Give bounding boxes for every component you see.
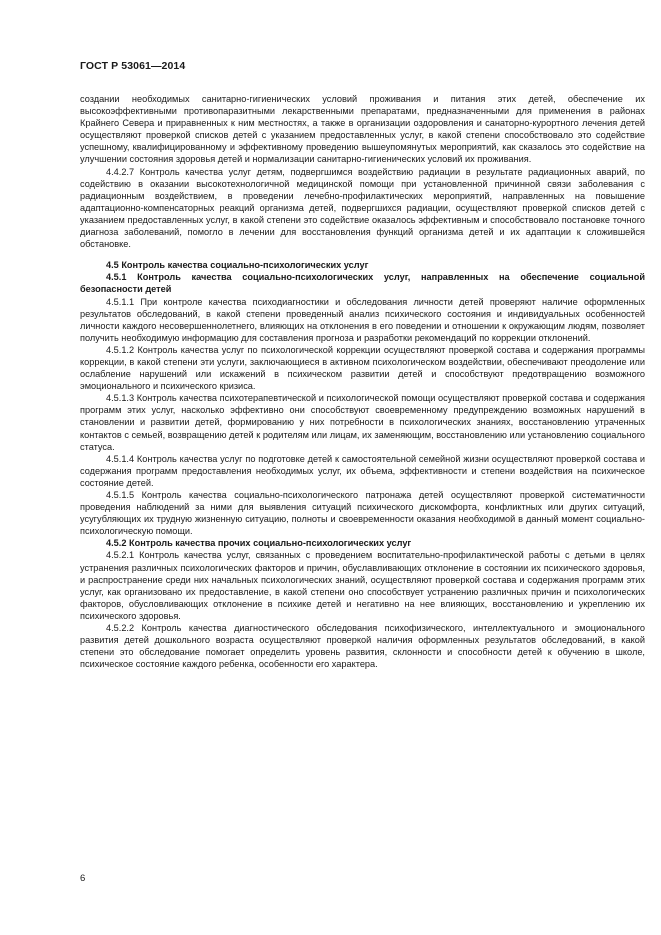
paragraph-4-5-1-5: 4.5.1.5 Контроль качества социально-психологического патронажа детей осуществляют проверкой систематичности проведения наблюдений за ними для выявления ситуаций психического дискомфорта, конфликтных или других ситуаций, усугубляющих их трудную жизненную ситуацию, полноты и своевременности оказания необходимой в данный момент социально-психологическую помощи. bbox=[80, 490, 645, 537]
page-number: 6 bbox=[80, 873, 86, 884]
section-heading-4-5: 4.5 Контроль качества социально-психологических услуг bbox=[106, 260, 369, 271]
paragraph-4-4-2-7: 4.4.2.7 Контроль качества услуг детям, подвергшимся воздействию радиации в результате радиационных аварий, по содействию в оказании высокотехнологичной медицинской помощи при установленной причинной связи заболевания с радиационным воздействием, в проведении лечебно-профилактических мероприятий, направленных на повышение адаптационно-компенсаторных реакций организма детей, подвергшихся радиации, осуществляют проверкой списков детей с указанием предоставленных услуг, в какой степени это содействие оказалось эффективным и способствовало постановке точного диагноза заболеваний, помогло в лечении для восстановления функций организма детей и их адаптации к сложившейся обстановке. bbox=[80, 166, 645, 250]
section-heading-4-5-1: 4.5.1 Контроль качества социально-психологических услуг, направленных на обеспечение социальной безопасности детей bbox=[80, 272, 645, 295]
paragraph-continuation: создании необходимых санитарно-гигиенических условий проживания и питания этих детей, обеспечение их высокоэффективными противопаразитными лекарственными препаратами, предназначенными для применения в районах Крайнего Севера и приравненных к ним местностях, а также в организации оздоровления и санаторно-курортного лечения детей осуществляют проверкой списков детей с указанием предоставленных услуг, в какой степени способствовало это содействие успешному, квалифицированному и эффективному проведению вышеупомянутых мероприятий, как сказалось это содействие на улучшении состояния здоровья детей и нормализации санитарно-гигиенических условий их проживания. bbox=[80, 94, 645, 165]
paragraph-4-5-1-3: 4.5.1.3 Контроль качества психотерапевтической и психологической помощи осуществляют проверкой состава и содержания программ этих услуг, насколько эффективно они способствуют своевременному предупреждению возможных нарушений в становлении и развитии детей, формированию у них потребности в психологических знаниях, восстановлению утраченных контактов с семьей, возвращению детей к родителям или лицам, их заменяющим, восстановлению или установлению социального статуса. bbox=[80, 393, 645, 452]
document-body bbox=[80, 93, 645, 670]
paragraph-4-5-2-1: 4.5.2.1 Контроль качества услуг, связанных с проведением воспитательно-профилактической работы с детьми в целях устранения различных психологических факторов и причин, обуславливающих отклонение в состоянии их психического здоровья, и распространение среди них начальных психологических знаний, осуществляют проверкой состава и содержания программ этих услуг, как организовано их предоставление, в какой степени оно способствует устранению различных причин и психологических факторов, обусловливающих отклонение в психике детей и негативно на нее влияющих, восстановлению и укреплению их психического здоровья. bbox=[80, 550, 645, 621]
section-heading-4-5-2: 4.5.2 Контроль качества прочих социально-психологических услуг bbox=[106, 538, 412, 549]
paragraph-4-5-1-2: 4.5.1.2 Контроль качества услуг по психологической коррекции осуществляют проверкой состава и содержания программы коррекции, в какой степени эти услуги, заключающиеся в активном психологическом воздействии, обеспечивают преодоление или ослабление нарушений или искажений в психическом развитии детей и способствуют предотвращению возможного эмоционального и психического кризиса. bbox=[80, 344, 645, 392]
document-header: ГОСТ Р 53061—2014 bbox=[80, 60, 186, 72]
paragraph-4-5-1-4: 4.5.1.4 Контроль качества услуг по подготовке детей к самостоятельной семейной жизни осуществляют проверкой состава и содержания программ предоставления необходимых услуг, их объема, эффективности и степени воздействия на психическое состояние детей. bbox=[80, 453, 645, 488]
paragraph-4-5-1-1: 4.5.1.1 При контроле качества психодиагностики и обследования личности детей проверяют наличие оформленных результатов обследований, в какой степени проведенный анализ психического состояния и индивидуальных особенностей личности каждого несовершеннолетнего, влияющих на отклонения в его поведении и отношении к окружающим людям, позволяет получить необходимую информацию для составления прогноза и разработки рекомендаций по коррекции отклонений. bbox=[80, 296, 645, 343]
paragraph-4-5-2-2: 4.5.2.2 Контроль качества диагностического обследования психофизического, интеллектуального и эмоционального развития детей дошкольного возраста осуществляют проверкой наличия оформленных результатов обследований, в какой степени это обследование помогает определить уровень развития, склонности и способности детей к обучению в школе, психическое состояние каждого ребенка, особенности его характера. bbox=[80, 623, 645, 670]
